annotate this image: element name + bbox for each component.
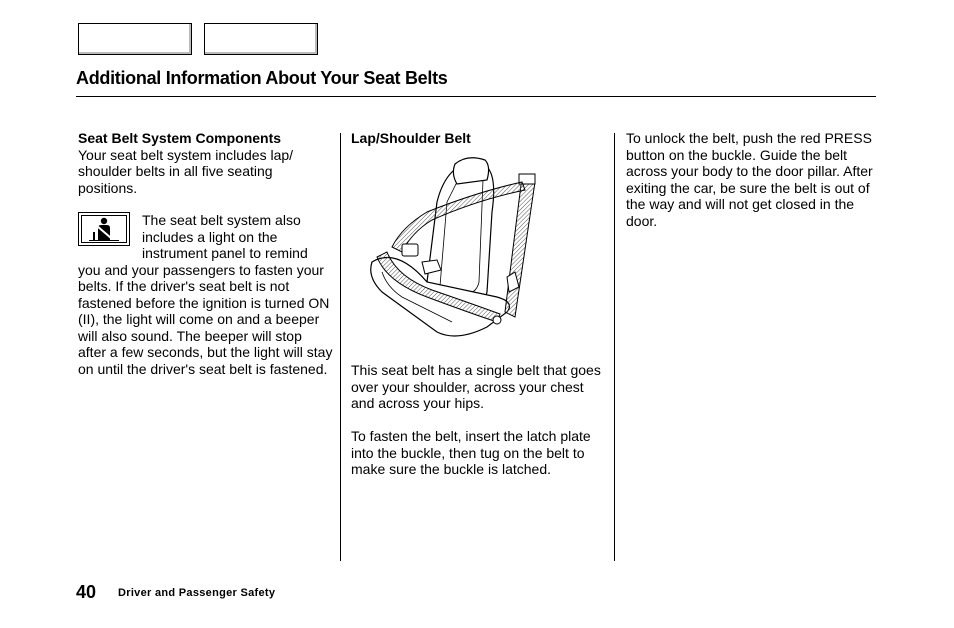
title-rule (76, 96, 876, 97)
section-heading: Seat Belt System Components (78, 130, 282, 146)
paragraph: To fasten the belt, insert the latch plate into the buckle, then tug on the belt to make sure the buckle is latched. (351, 428, 591, 477)
column-lap-shoulder-belt (351, 130, 606, 147)
seat-belt-illustration (357, 152, 557, 352)
section-footer: Driver and Passenger Safety (118, 587, 276, 599)
page-title: Additional Information About Your Seat Belts (76, 68, 448, 88)
column-seat-belt-components (78, 130, 333, 377)
seat-belt-reminder-icon (78, 212, 130, 246)
page-number: 40 (76, 582, 97, 602)
paragraph: This seat belt has a single belt that goes over your shoulder, across your chest and across your hips. (351, 362, 601, 411)
paragraph: To unlock the belt, push the red PRESS button on the buckle. Guide the belt across your body to the door pillar. After exiting the car, be sure the belt is out of the way and will not get closed in the door. (626, 130, 873, 229)
column-divider (340, 133, 341, 561)
paragraph: The seat belt system also includes a light on the instrument panel to remind you and your passengers to fasten your belts. If the driver's seat belt is not fastened before the ignition is turned ON (II), the light will come on and a beeper will also sound. The beeper will stop after a few seconds, but the light will stay on until the driver's seat belt is fastened. (78, 212, 333, 377)
nav-prev-button[interactable] (78, 23, 192, 55)
column-divider (614, 133, 615, 561)
paragraph: Your seat belt system includes lap/ shoulder belts in all five seating positions. (78, 146, 294, 196)
section-heading: Lap/Shoulder Belt (351, 130, 471, 146)
column-unlock-belt (626, 130, 878, 229)
indicator-paragraph (78, 212, 333, 377)
nav-next-button[interactable] (204, 23, 318, 55)
